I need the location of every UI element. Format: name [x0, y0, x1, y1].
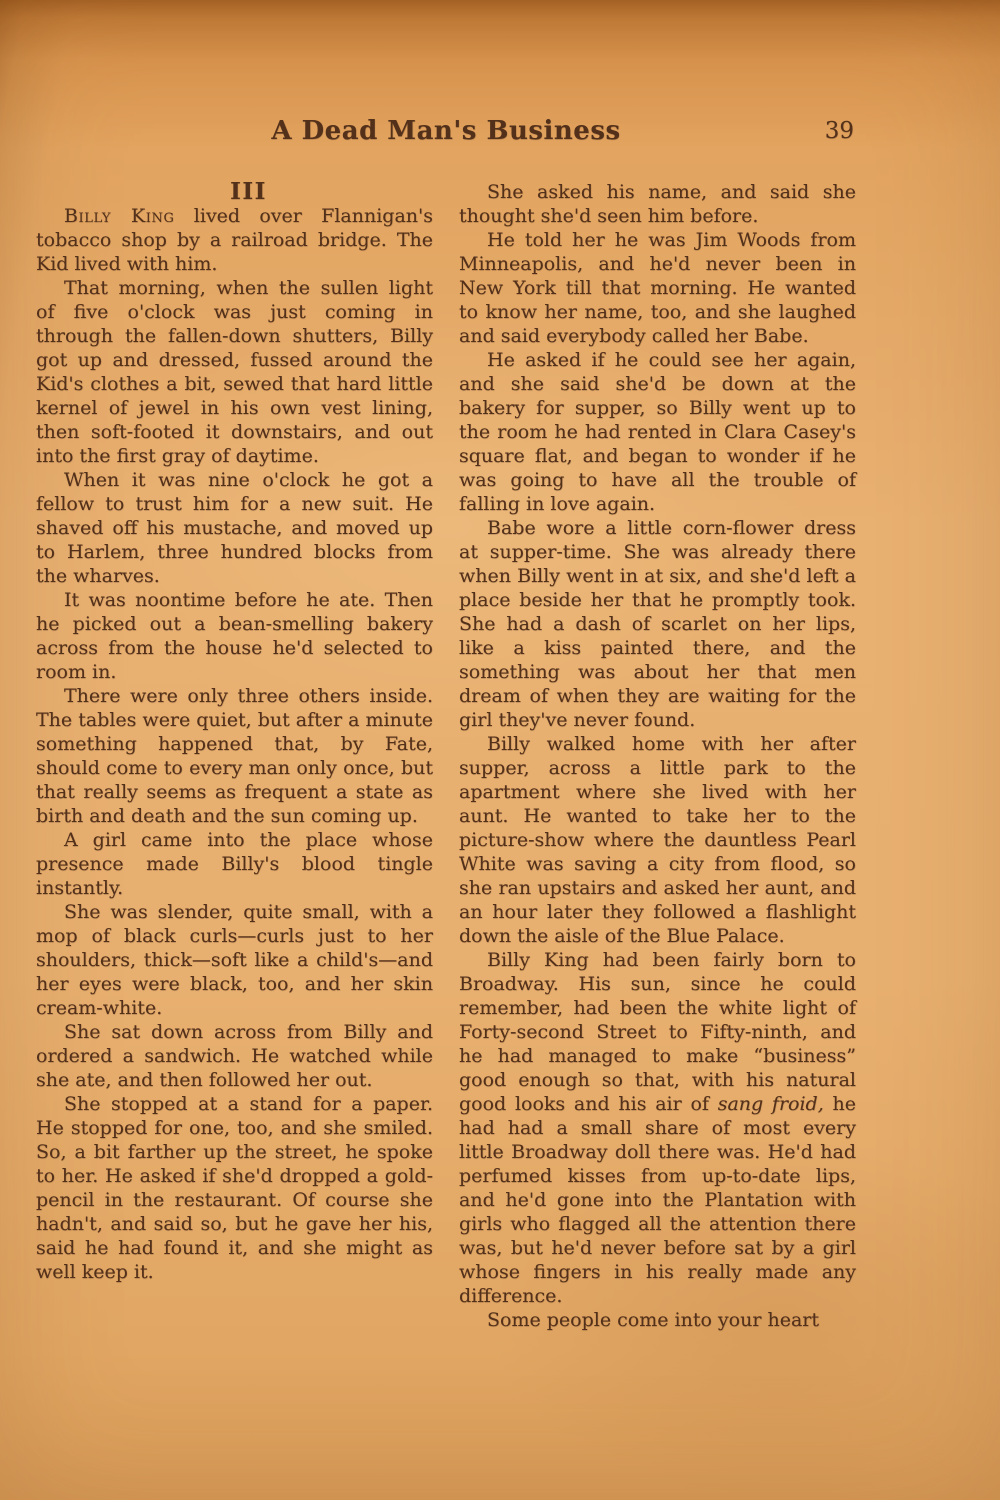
paragraph: Billy King lived over Flannigan's tobacco shop by a railroad bridge. The Kid lived with him.	[36, 205, 433, 275]
paragraph: She stopped at a stand for a paper. He stopped for one, too, and she smiled. So, a bit farther up the street, he spoke to her. He asked if she'd dropped a gold-pencil in the restaurant. Of course she hadn't, and said so, but he gave her his, said he had found it, and she might as well keep it.	[36, 1093, 433, 1283]
paragraph: Some people come into your heart	[487, 1309, 819, 1331]
page-header	[36, 116, 856, 152]
paragraph: She was slender, quite small, with a mop of black curls—curls just to her shoulders, thick—soft like a child's—and her eyes were black, too, and her skin cream-white.	[36, 901, 433, 1019]
paragraph: He asked if he could see her again, and she said she'd be down at the bakery for supper, so Billy went up to the room he had rented in Clara Casey's square flat, and began to wonder if he was going to have all the trouble of falling in love again.	[459, 349, 856, 515]
paragraph: He told her he was Jim Woods from Minneapolis, and he'd never been in New York till that morning. He wanted to know her name, too, and she laughed and said everybody called her Babe.	[459, 229, 856, 347]
paragraph: It was noontime before he ate. Then he picked out a bean-smelling bakery across from the house he'd selected to room in.	[36, 589, 433, 683]
paragraph: A girl came into the place whose presence made Billy's blood tingle instantly.	[36, 829, 433, 899]
text-columns	[36, 180, 856, 1332]
paragraph: When it was nine o'clock he got a fellow to trust him for a new suit. He shaved off his mustache, and moved up to Harlem, three hundred blocks from the wharves.	[36, 469, 433, 587]
section-heading: III	[230, 178, 267, 205]
right-column	[459, 180, 856, 1332]
paragraph: Billy walked home with her after supper, across a little park to the apartment where she lived with her aunt. He wanted to take her to the picture-show where the dauntless Pearl White was saving a city from flood, so she ran upstairs and asked her aunt, and an hour later they followed a flashlight down the aisle of the Blue Palace.	[459, 733, 856, 947]
paragraph: There were only three others inside. The tables were quiet, but after a minute something happened that, by Fate, should come to every man only once, but that really seems as frequent a state as birth and death and the sun coming up.	[36, 685, 433, 827]
right-column-paragraphs	[459, 180, 856, 1332]
paragraph: She sat down across from Billy and ordered a sandwich. He watched while she ate, and then followed her out.	[36, 1021, 433, 1091]
chapter-title: A Dead Man's Business	[271, 116, 621, 146]
left-column-paragraphs	[36, 204, 433, 1284]
paragraph: Babe wore a little corn-flower dress at supper-time. She was already there when Billy went in at six, and she'd left a place beside her that he promptly took. She had a dash of scarlet on her lips, like a kiss painted there, and the something was about her that men dream of when they are waiting for the girl they've never found.	[459, 517, 856, 731]
paragraph: That morning, when the sullen light of five o'clock was just coming in through the fallen-down shutters, Billy got up and dressed, fussed around the Kid's clothes a bit, sewed that hard little kernel of jewel in his own vest lining, then soft-footed it downstairs, and out into the first gray of daytime.	[36, 277, 433, 467]
page-content	[36, 116, 856, 1332]
paragraph: She asked his name, and said she thought she'd seen him before.	[459, 181, 856, 227]
paragraph: Billy King had been fairly born to Broadway. His sun, since he could remember, had been the white light of Forty-second Street to Fifty-ninth, and he had managed to make “business” good enough so that, with his natural good looks and his air of sang froid, he had had a small share of most every little Broadway doll there was. He'd had perfumed kisses from up-to-date lips, and he'd gone into the Plantation with girls who flagged all the attention there was, but he'd never before sat by a girl whose fingers in his really made any difference.	[459, 949, 856, 1307]
page-number: 39	[824, 118, 854, 144]
left-column	[36, 180, 433, 1332]
